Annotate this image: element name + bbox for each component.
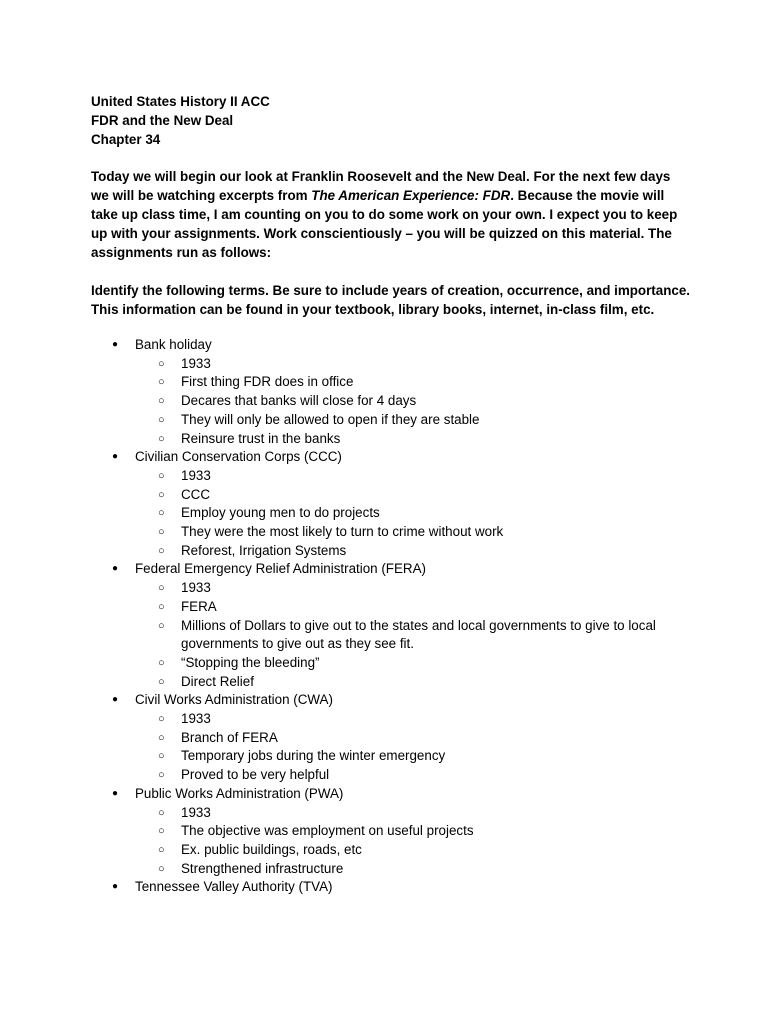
circle-bullet-icon: ○ [158, 413, 165, 426]
circle-bullet-icon: ○ [158, 544, 165, 557]
circle-bullet-icon: ○ [158, 806, 165, 819]
note-text: Reforest, Irrigation Systems [181, 542, 347, 558]
note-text: 1933 [181, 804, 211, 820]
circle-bullet-icon: ○ [158, 713, 165, 726]
circle-bullet-icon: ○ [158, 769, 165, 782]
term-label: Public Works Administration (PWA) [135, 785, 344, 801]
note-text: Proved to be very helpful [181, 767, 330, 783]
circle-bullet-icon: ○ [158, 750, 165, 763]
note-item [135, 841, 691, 860]
note-item [135, 860, 691, 879]
bullet-icon: ● [112, 339, 119, 350]
bullet-icon: ● [112, 451, 119, 463]
circle-bullet-icon: ○ [158, 469, 165, 482]
note-text: Direct Relief [181, 673, 254, 689]
unit-title: FDR and the New Deal [91, 113, 234, 128]
term-notes [135, 467, 691, 561]
intro-part-1: Today we will begin our look at Franklin Roosevelt and the New Deal. For the next few days we will be watching excerpts from [91, 169, 671, 203]
circle-bullet-icon: ○ [158, 582, 165, 595]
note-text: Temporary jobs during the winter emergency [181, 748, 446, 764]
note-text: Branch of FERA [181, 729, 278, 745]
note-text: The objective was employment on useful projects [181, 823, 474, 839]
terms-list [91, 336, 691, 897]
intro-paragraph [91, 167, 691, 262]
term-notes [135, 579, 691, 691]
circle-bullet-icon: ○ [158, 432, 165, 445]
circle-bullet-icon: ○ [158, 526, 165, 539]
note-text: Decares that banks will close for 4 days [181, 393, 417, 409]
term-item [91, 560, 691, 691]
note-text: FERA [181, 598, 217, 614]
note-text: 1933 [181, 580, 211, 596]
circle-bullet-icon: ○ [158, 619, 165, 632]
note-item [135, 579, 691, 598]
term-label: Tennessee Valley Authority (TVA) [135, 879, 333, 895]
circle-bullet-icon: ○ [158, 731, 165, 744]
term-item [91, 448, 691, 560]
course-title: United States History II ACC [91, 94, 270, 109]
note-item [135, 598, 691, 617]
note-item [135, 710, 691, 729]
chapter-title: Chapter 34 [91, 132, 161, 147]
intro-part-2: . Because the movie will take up class time, I am counting on you to do some work on your own. I expect you to keep up with your assignments. Work conscientiously – you will be quizzed on this material. The assignments run as follows: [91, 188, 678, 260]
note-item [135, 411, 691, 430]
note-item [135, 392, 691, 411]
circle-bullet-icon: ○ [158, 376, 165, 389]
note-text: Reinsure trust in the banks [181, 430, 341, 446]
instructions-paragraph: Identify the following terms. Be sure to include years of creation, occurrence, and importance. This information can be found in your textbook, library books, internet, in-class film, etc. [91, 283, 690, 317]
bullet-icon: ● [112, 694, 119, 706]
circle-bullet-icon: ○ [158, 507, 165, 520]
term-notes [135, 710, 691, 785]
term-label: Federal Emergency Relief Administration (FERA) [135, 561, 426, 577]
note-text: 1933 [181, 467, 211, 483]
term-notes [135, 355, 691, 449]
circle-bullet-icon: ○ [158, 675, 165, 688]
bullet-icon: ● [112, 787, 119, 799]
document-page [91, 92, 691, 897]
note-text: They were the most likely to turn to crime without work [181, 524, 504, 540]
note-text: Ex. public buildings, roads, etc [181, 841, 362, 857]
circle-bullet-icon: ○ [158, 600, 165, 613]
note-item [135, 729, 691, 748]
note-item [135, 822, 691, 841]
note-text: CCC [181, 486, 211, 502]
note-item [135, 373, 691, 392]
note-text: 1933 [181, 711, 211, 727]
note-text: Employ young men to do projects [181, 505, 380, 521]
term-label: Bank holiday [135, 337, 212, 352]
term-notes [135, 804, 691, 879]
bullet-icon: ● [112, 563, 119, 575]
note-item [135, 467, 691, 486]
note-item [135, 430, 691, 449]
film-title: The American Experience: FDR [311, 188, 511, 203]
note-text: Strengthened infrastructure [181, 860, 344, 876]
note-item [135, 486, 691, 505]
term-label: Civilian Conservation Corps (CCC) [135, 449, 342, 465]
note-item [135, 504, 691, 523]
term-label: Civil Works Administration (CWA) [135, 692, 333, 708]
circle-bullet-icon: ○ [158, 395, 165, 408]
note-text: First thing FDR does in office [181, 374, 354, 390]
circle-bullet-icon: ○ [158, 488, 165, 501]
term-item [91, 336, 691, 448]
note-item [135, 804, 691, 823]
note-item [135, 355, 691, 374]
note-item [135, 766, 691, 785]
circle-bullet-icon: ○ [158, 357, 165, 370]
bullet-icon: ● [112, 881, 119, 893]
note-item [135, 542, 691, 561]
term-item [91, 878, 691, 897]
term-item [91, 785, 691, 879]
note-item [135, 654, 691, 673]
note-text: They will only be allowed to open if they are stable [181, 411, 480, 427]
note-item [135, 673, 691, 692]
term-item [91, 691, 691, 785]
circle-bullet-icon: ○ [158, 825, 165, 838]
circle-bullet-icon: ○ [158, 656, 165, 669]
note-item [135, 523, 691, 542]
circle-bullet-icon: ○ [158, 862, 165, 875]
note-item [135, 617, 691, 654]
note-text: Millions of Dollars to give out to the states and local governments to give to local governments to give out as they see fit. [181, 617, 656, 652]
note-item [135, 747, 691, 766]
note-text: 1933 [181, 355, 211, 371]
circle-bullet-icon: ○ [158, 843, 165, 856]
note-text: “Stopping the bleeding” [181, 654, 320, 670]
